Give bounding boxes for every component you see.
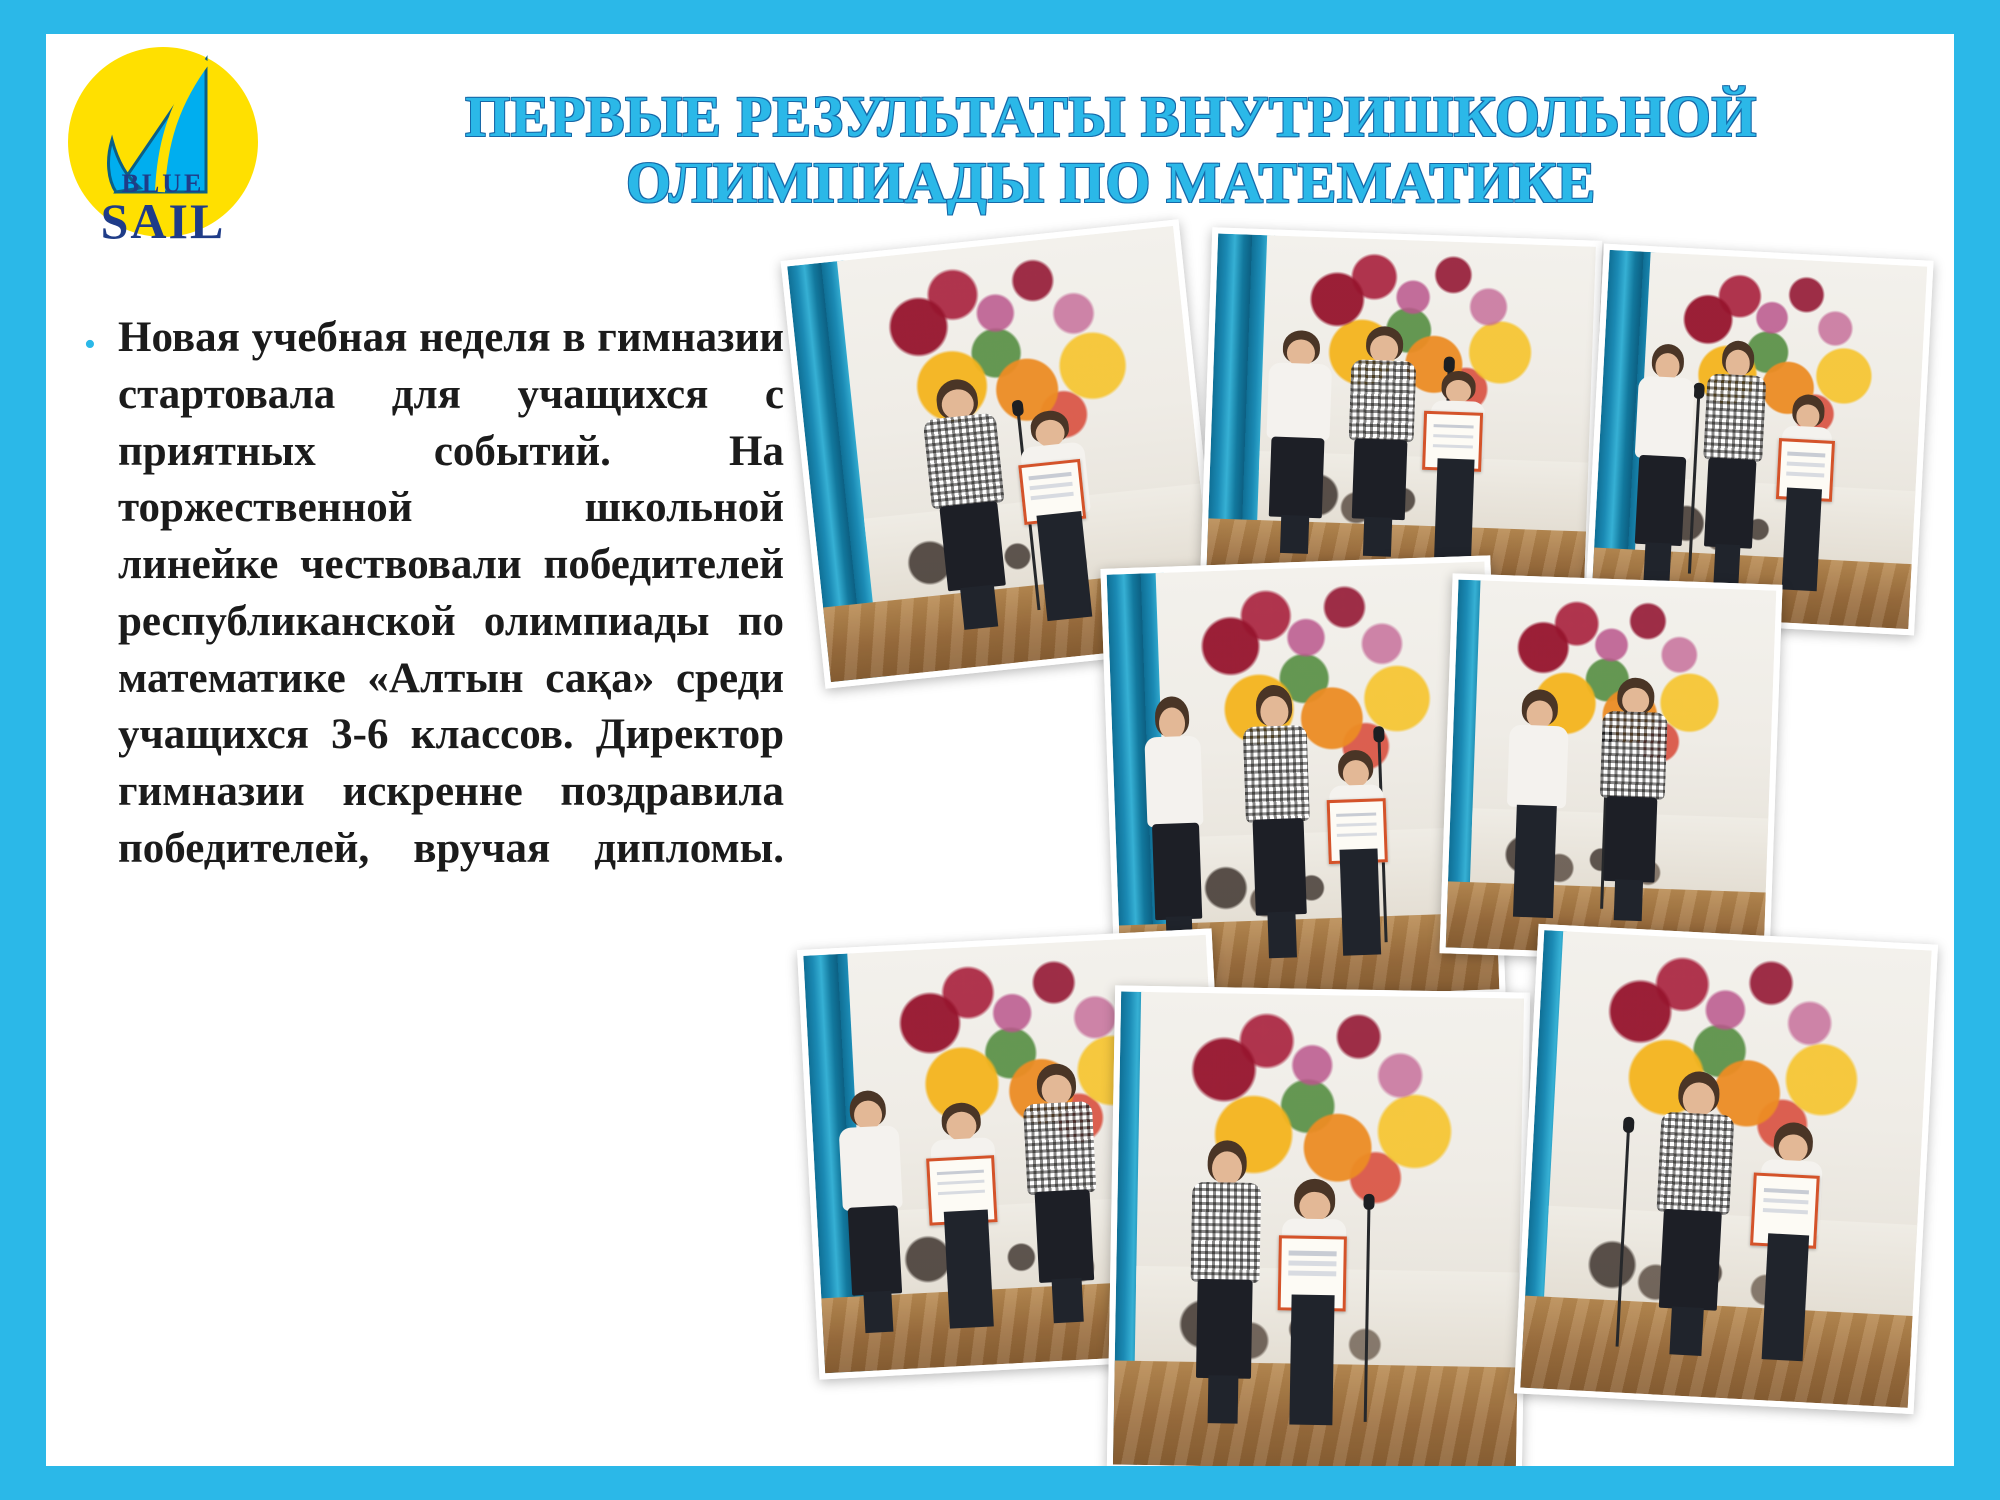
torso (1190, 1182, 1261, 1283)
person-teacher (1178, 1139, 1272, 1424)
skirt (848, 1206, 902, 1296)
legs (1037, 511, 1092, 622)
skirt (1269, 436, 1325, 518)
legs (1051, 1278, 1083, 1324)
person-student (1739, 1120, 1837, 1362)
skirt (1703, 457, 1756, 548)
legs (1643, 542, 1671, 584)
torso (1634, 376, 1695, 460)
head (1300, 1191, 1331, 1221)
torso (1023, 1101, 1097, 1195)
head (946, 1111, 978, 1142)
bullet-item (84, 310, 784, 934)
photo-2 (1200, 227, 1602, 600)
svg-text:BLUE: BLUE (121, 169, 205, 198)
legs (1290, 1295, 1335, 1426)
torso (1507, 725, 1569, 809)
legs (1513, 805, 1557, 918)
bullet-marker: • (84, 326, 96, 363)
body-text-block (84, 310, 784, 934)
blue-sail-logo (56, 42, 271, 257)
photo-5-scene (1446, 580, 1777, 959)
torso (1266, 363, 1332, 441)
skirt (1196, 1279, 1253, 1379)
skirt (1034, 1189, 1094, 1282)
legs (1280, 515, 1310, 554)
person-student (1267, 1179, 1360, 1426)
skirt (1252, 818, 1307, 916)
torso (1145, 735, 1204, 827)
person-teacher-left (827, 1089, 920, 1335)
legs (864, 1291, 894, 1334)
person-student (1764, 393, 1844, 592)
photo-3 (1584, 244, 1933, 636)
person-director (1011, 1062, 1113, 1325)
skirt (1659, 1209, 1722, 1311)
person-director (1688, 338, 1777, 588)
photo-8-scene (1520, 930, 1931, 1408)
skirt (939, 501, 1005, 592)
legs (1363, 516, 1393, 556)
skirt (1152, 823, 1202, 920)
torso (1242, 724, 1310, 822)
legs (1207, 1375, 1238, 1424)
head (1159, 707, 1186, 740)
head (1342, 760, 1369, 788)
person-student (916, 1100, 1016, 1330)
legs (1781, 488, 1821, 592)
photo-3-scene (1591, 250, 1928, 629)
torso (1600, 711, 1667, 801)
legs (1267, 911, 1297, 959)
person-director (1232, 683, 1325, 960)
person-student (1415, 369, 1497, 559)
legs (960, 584, 998, 630)
slide-page (46, 34, 1954, 1466)
photo-5 (1439, 573, 1782, 964)
legs (944, 1210, 994, 1330)
legs (1669, 1306, 1703, 1356)
torso (923, 413, 1005, 510)
skirt (1604, 796, 1658, 883)
torso (1656, 1112, 1734, 1215)
torso (839, 1125, 903, 1210)
torso (1349, 360, 1417, 443)
torso (1703, 373, 1767, 462)
person-teacher (1252, 329, 1343, 554)
person-teacher (1587, 676, 1678, 922)
photo-8 (1514, 924, 1938, 1414)
legs (1713, 544, 1741, 587)
page-title: ПЕРВЫЕ РЕЗУЛЬТАТЫ ВНУТРИШКОЛЬНОЙ ОЛИМПИАДЫ ПО МАТЕМАТИКЕ (465, 84, 1757, 216)
photo-2-scene (1206, 234, 1596, 595)
person-director (1336, 325, 1427, 557)
photo-7-scene (1113, 992, 1524, 1466)
legs (1614, 879, 1644, 921)
person-student (1317, 749, 1400, 957)
legs (1762, 1233, 1810, 1361)
photo-7 (1107, 985, 1530, 1466)
body-paragraph: Новая учебная неделя в гимназии стартовала для учащихся с приятных событий. На торжественной школьной линейке чествовали победителей республиканской олимпиады по математике «Алтын сақа» среди учащихся 3-6 классов. Директор гимназии искренне поздравила победителей, вручая дипломы. (118, 314, 784, 872)
svg-text:SAIL: SAIL (100, 193, 226, 249)
person-teacher-left (1134, 695, 1219, 963)
skirt (1634, 455, 1686, 546)
person-teacher (1639, 1069, 1747, 1357)
legs (1434, 458, 1475, 559)
legs (1339, 848, 1381, 956)
person-student (1491, 688, 1582, 919)
skirt (1352, 438, 1408, 520)
